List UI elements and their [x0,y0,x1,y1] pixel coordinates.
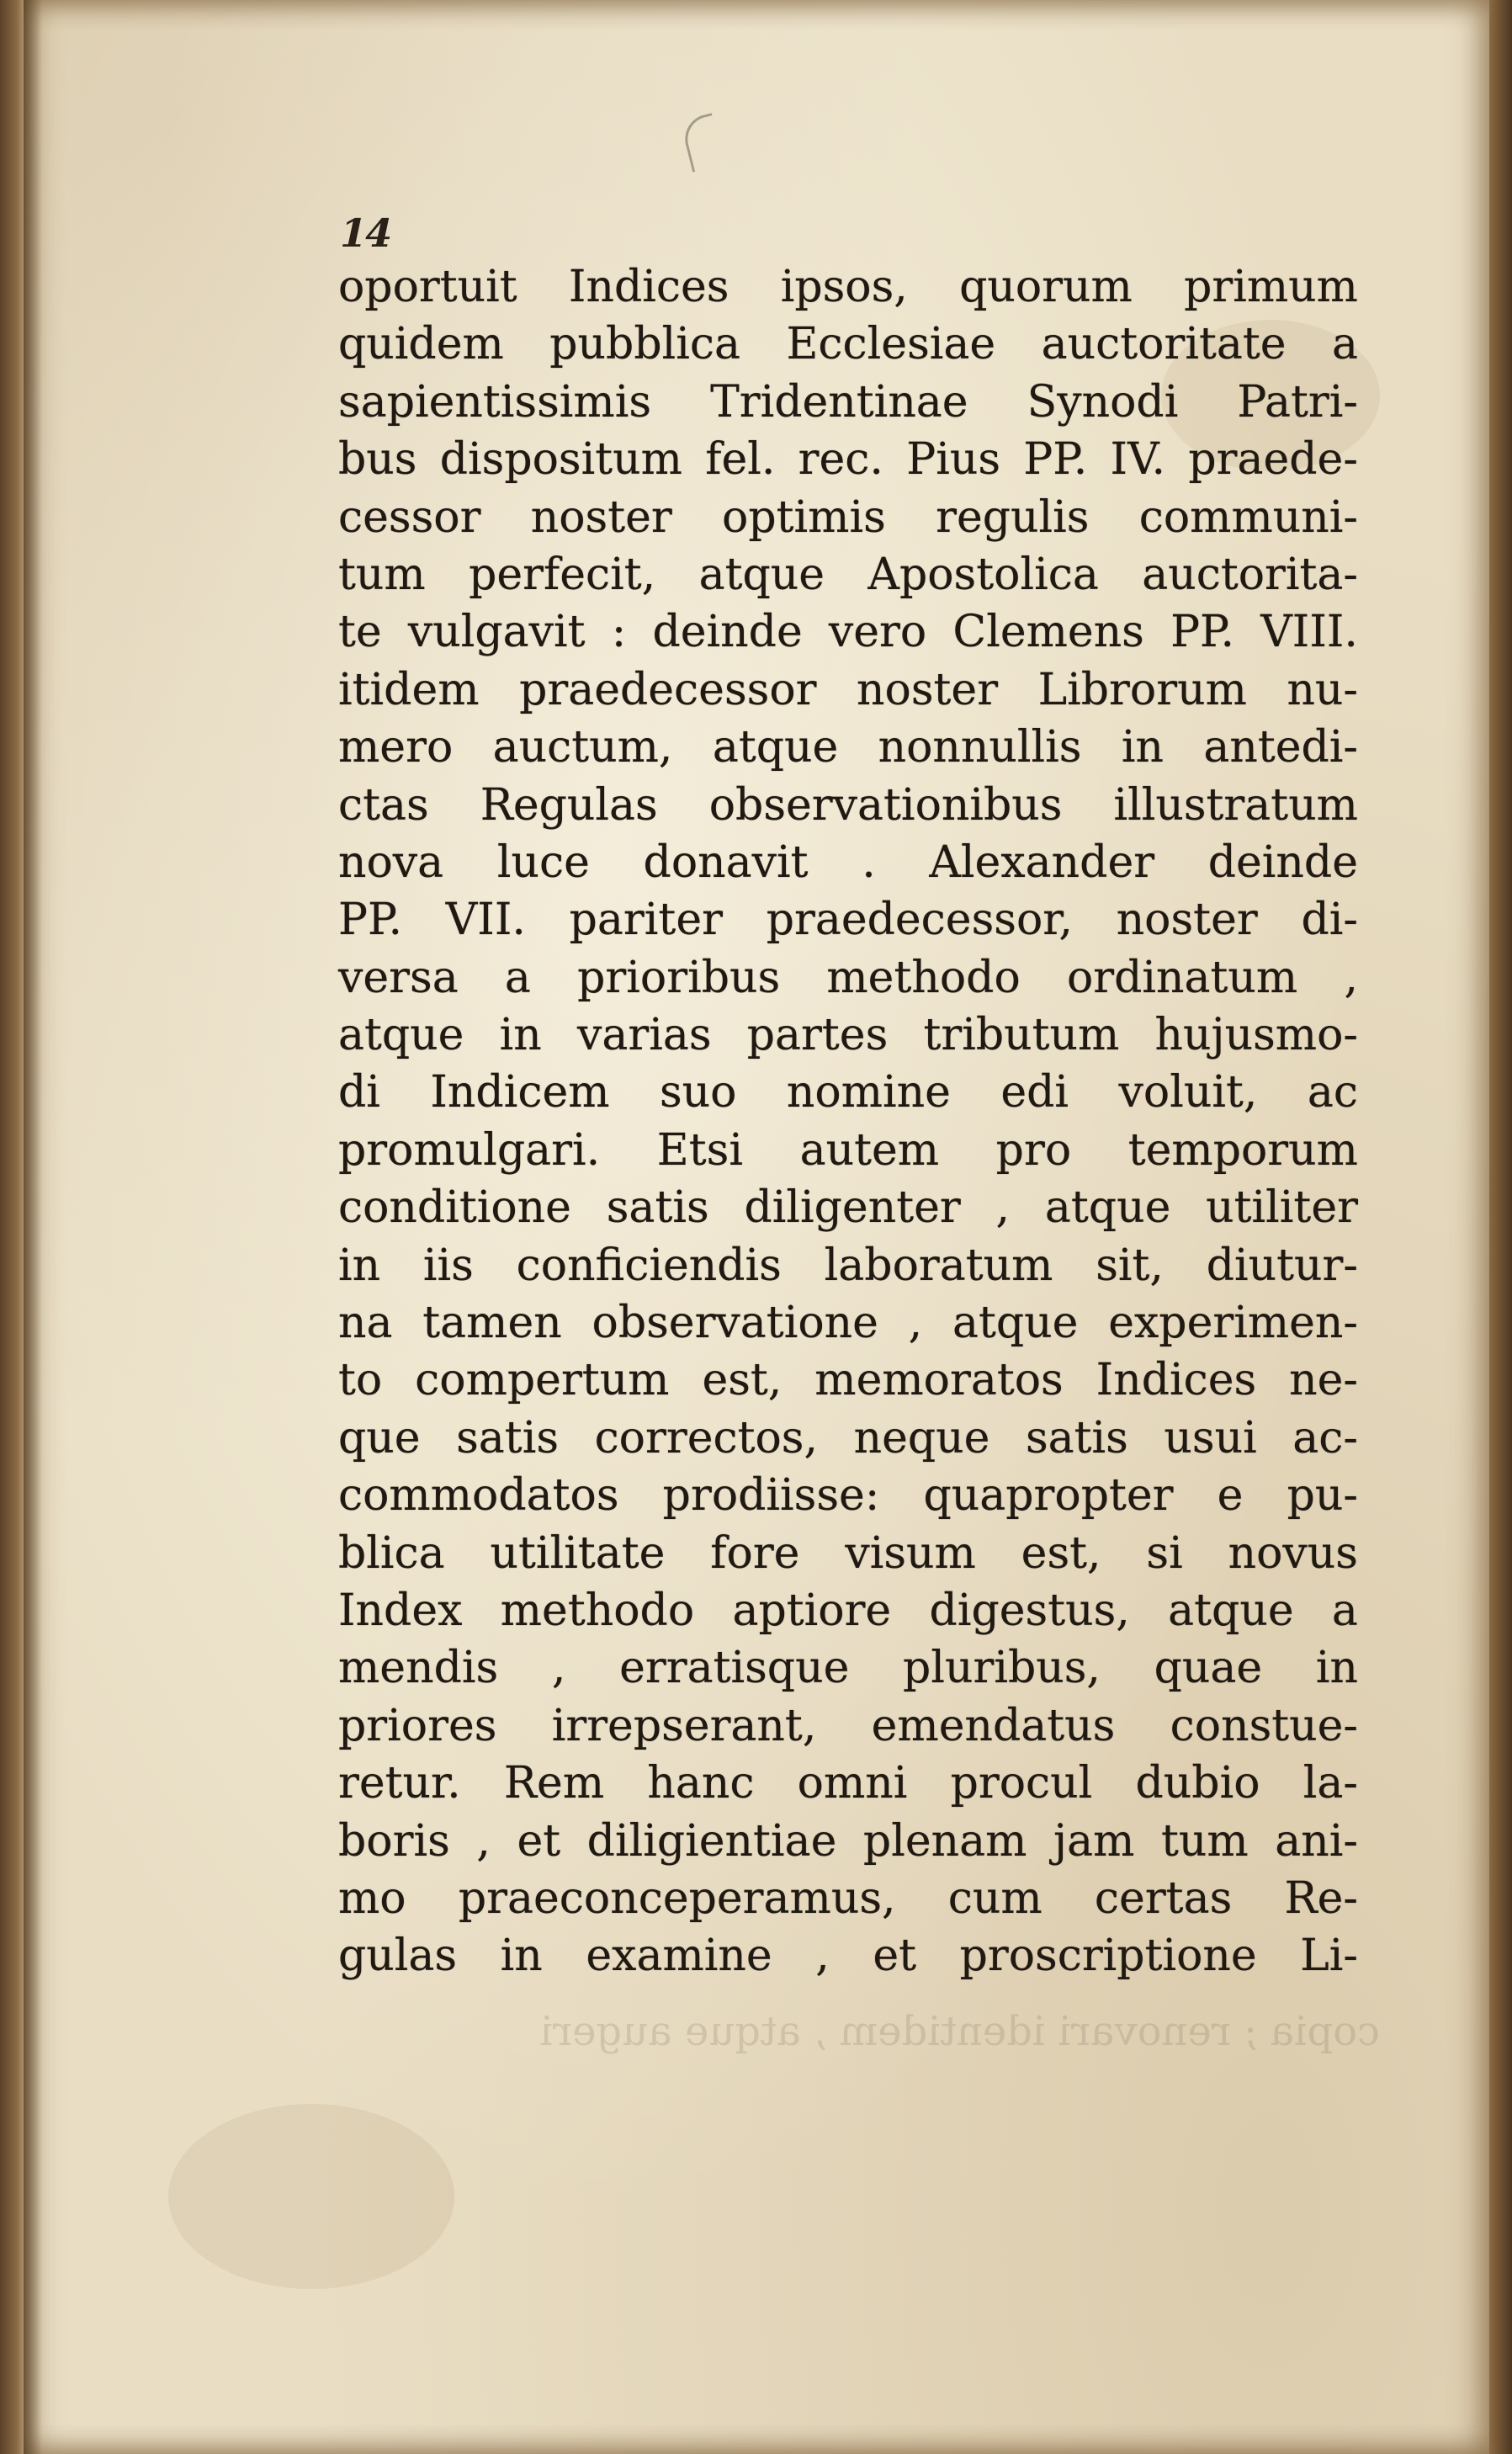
word: e [1217,1470,1244,1522]
word: irrepserant, [551,1700,817,1751]
word: optimis [722,491,886,543]
word: examine [586,1931,772,1982]
word: nonnullis [878,722,1082,773]
word: ac [1307,1067,1358,1118]
word: pubblica [549,319,740,370]
word: varias [576,1010,712,1061]
word: Synodi [1027,376,1179,428]
word: dubio [1135,1758,1260,1809]
word: dispositum [439,434,682,486]
text-line [338,1122,1358,1179]
word: Rem [503,1758,605,1809]
word: in [1315,1643,1358,1694]
word: atque [952,1298,1079,1349]
word: promulgari. [338,1124,601,1176]
word: diligenter [744,1182,961,1234]
text-line [338,546,1358,603]
text-line [338,431,1358,488]
word: boris [338,1815,450,1867]
word: tum [338,549,426,600]
word: te [338,607,382,658]
word: auctoritate [1041,319,1287,370]
word: mendis [338,1643,499,1694]
word: , [995,1182,1011,1234]
word: constue- [1170,1700,1358,1751]
word: pluribus, [903,1643,1101,1694]
word: jam [1053,1815,1135,1867]
text-line [338,1064,1358,1121]
word: methodo [500,1585,695,1636]
word: Tridentinae [710,376,968,428]
word: observationibus [708,779,1063,831]
word: tributum [923,1010,1120,1061]
text-line [338,1179,1358,1236]
word: aptiore [732,1585,892,1636]
word: auctorita- [1142,549,1358,600]
text-line [338,661,1358,719]
word: IV. [1110,434,1166,486]
word: est, [702,1355,783,1406]
word: prioribus [577,952,781,1003]
word: Indices [1096,1355,1257,1406]
word: vulgavit [407,607,586,658]
word: hanc [647,1758,755,1809]
word: a [1331,319,1358,370]
word: Apostolica [867,549,1099,600]
text-line [338,1410,1358,1467]
word: certas [1094,1872,1233,1924]
word: proscriptione [959,1931,1257,1982]
word: suo [659,1067,737,1118]
word: ne- [1289,1355,1358,1406]
word: memoratos [814,1355,1064,1406]
word: . [862,837,876,888]
word: atque [712,722,839,773]
word: digestus, [929,1585,1130,1636]
word: pariter [569,895,723,946]
word: ac- [1292,1412,1358,1463]
word: utilitate [490,1527,666,1579]
word: praede- [1188,434,1358,486]
word: atque [1168,1585,1294,1636]
word: satis [456,1412,560,1463]
word: cessor [338,491,481,543]
word: deinde [652,607,803,658]
word: que [338,1412,421,1463]
show-through-text: copia ; renovari identidem , atque augeri [539,2008,1380,2055]
word: : [611,607,627,658]
word: fel. [705,434,776,486]
word: , [1344,952,1358,1003]
word: autem [799,1124,940,1176]
word: Etsi [656,1124,743,1176]
word: pu- [1287,1470,1358,1522]
word: , [476,1815,491,1867]
word: tamen [422,1298,562,1349]
word: atque [338,1010,464,1061]
word: hujusmo- [1154,1010,1358,1061]
word: VIII. [1260,607,1358,658]
word: procul [950,1758,1093,1809]
word: communi- [1138,491,1358,543]
gutter-shadow [24,0,42,2454]
word: si [1146,1527,1183,1579]
word: Alexander [929,837,1155,888]
word: fore [710,1527,800,1579]
word: tum [1160,1815,1249,1867]
text-line [338,949,1358,1007]
word: priores [338,1700,497,1751]
word: di- [1301,895,1358,946]
text-line [338,1582,1358,1639]
word: novus [1228,1527,1358,1579]
text-line [338,1007,1358,1064]
word: mero [338,722,454,773]
word: rec. [798,434,883,486]
word: , [815,1931,830,1982]
word: usui [1164,1412,1257,1463]
word: bus [338,434,417,486]
word: gulas [338,1931,458,1982]
word: di [338,1067,380,1118]
word: ordinatum [1066,952,1298,1003]
word: ipsos, [780,262,908,312]
word: diligientiae [586,1815,837,1867]
word: na [338,1298,393,1349]
word: satis [1025,1412,1128,1463]
text-line [338,1237,1358,1294]
text-line [338,719,1358,776]
word: versa [338,952,459,1003]
word: methodo [826,952,1021,1003]
word: quidem [338,319,504,370]
text-line [338,374,1358,431]
word: PP. [1023,434,1088,486]
word: emendatus [871,1700,1116,1751]
word: iis [422,1240,474,1291]
word: to [338,1355,383,1406]
word: Li- [1300,1931,1358,1982]
word: diutur- [1206,1240,1358,1291]
word: prodiisse: [662,1470,880,1522]
word: a [1331,1585,1358,1636]
word: ctas [338,779,429,831]
word: compertum [415,1355,670,1406]
word: sit, [1096,1240,1164,1291]
word: atque [1044,1182,1171,1234]
word: , [908,1298,923,1349]
word: Indicem [430,1067,610,1118]
word: Clemens [952,607,1144,658]
word: conficiendis [516,1240,782,1291]
word: antedi- [1203,722,1358,773]
word: cum [947,1872,1042,1924]
text-line [338,1813,1358,1870]
word: praeconceperamus, [458,1872,896,1924]
word: in [499,1010,542,1061]
word: et [873,1931,916,1982]
paper-stain [168,2104,454,2289]
page-number: 14 [335,210,395,256]
word: la- [1302,1758,1358,1809]
word: luce [496,837,590,888]
word: quae [1154,1643,1263,1694]
word: Re- [1284,1872,1358,1924]
word: visum [845,1527,976,1579]
word: in [500,1931,543,1982]
text-line [338,1639,1358,1697]
word: et [517,1815,561,1867]
text-line [338,1525,1358,1582]
word: regulis [936,491,1090,543]
word: observatione [592,1298,878,1349]
word: conditione [338,1182,571,1234]
word: omni [797,1758,908,1809]
text-line [338,489,1358,546]
text-line [338,603,1358,661]
word: Regulas [480,779,658,831]
word: itidem [338,664,480,715]
word: nu- [1287,664,1358,715]
text-line [338,1467,1358,1524]
word: laboratum [824,1240,1053,1291]
word: in [1121,722,1164,773]
word: quapropter [923,1470,1174,1522]
word: noster [857,664,999,715]
text-line [338,1294,1358,1352]
word: praedecessor [519,664,817,715]
word: auctum, [492,722,673,773]
text-line [338,1697,1358,1755]
word: PP. [1170,607,1235,658]
word: voluit, [1118,1067,1258,1118]
text-line [338,316,1358,373]
word: noster [1116,895,1258,946]
word: edi [1000,1067,1069,1118]
body-text [338,258,1358,1985]
word: a [504,952,531,1003]
word: plenam [862,1815,1027,1867]
word: illustratum [1113,779,1358,831]
word: VII. [445,895,526,946]
word: PP. [338,895,402,946]
text-line [338,777,1358,834]
word: pro [995,1124,1072,1176]
word: Indices [568,262,729,312]
word: noster [530,491,672,543]
word: correctos, [594,1412,819,1463]
word: vero [828,607,927,658]
word: neque [853,1412,990,1463]
word: commodatos [338,1470,619,1522]
word: deinde [1207,837,1358,888]
word: blica [338,1527,445,1579]
text-line [338,1755,1358,1812]
word: nova [338,837,444,888]
word: Librorum [1037,664,1247,715]
word: donavit [643,837,809,888]
word: Index [338,1585,463,1636]
word: est, [1021,1527,1101,1579]
text-line [338,891,1358,948]
word: ani- [1275,1815,1358,1867]
text-line [338,1927,1358,1984]
word: retur. [338,1758,461,1809]
text-line [338,258,1358,316]
word: mo [338,1872,406,1924]
word: in [338,1240,381,1291]
word: erratisque [619,1643,850,1694]
word: partes [746,1010,889,1061]
word: , [551,1643,566,1694]
word: utiliter [1206,1182,1358,1234]
word: atque [698,549,825,600]
word: sapientissimis [338,376,652,428]
word: quorum [959,262,1133,312]
word: temporum [1127,1124,1358,1176]
text-line [338,1352,1358,1409]
text-line [338,1870,1358,1927]
word: experimen- [1108,1298,1358,1349]
word: Pius [906,434,1001,486]
word: Ecclesiae [786,319,996,370]
word: perfecit, [469,549,656,600]
word: Patri- [1237,376,1358,428]
word: satis [606,1182,709,1234]
text-line [338,834,1358,891]
word: primum [1184,262,1358,312]
word: oportuit [338,262,517,312]
word: praedecessor, [766,895,1073,946]
word: nomine [786,1067,951,1118]
